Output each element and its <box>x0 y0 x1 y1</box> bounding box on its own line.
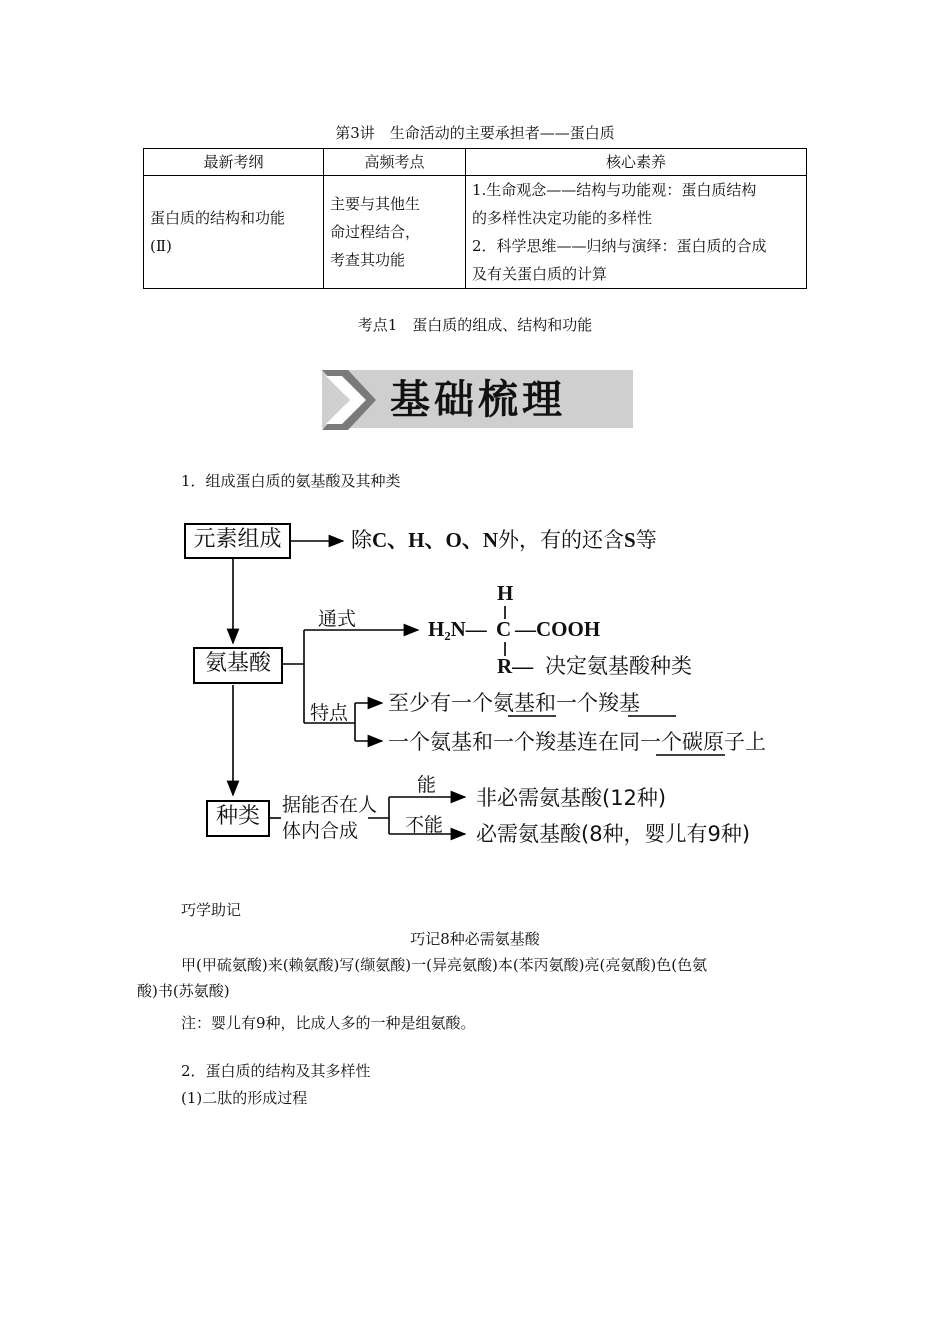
elements-symbols: C、H、O、N <box>372 528 498 552</box>
feature-2-text: 一个氨基和一个羧基连在 <box>388 730 619 754</box>
box-kinds: 种类 <box>206 800 270 837</box>
essential-amino-acids: 必需氨基酸(8种，婴儿有9种) <box>476 822 751 846</box>
table-header-core: 核心素养 <box>466 149 807 176</box>
banner-text: 基础梳理 <box>390 377 566 423</box>
feature-1-amino: 氨基 <box>493 691 535 715</box>
label-features: 特点 <box>310 702 349 724</box>
feature-1-carboxyl: 羧基 <box>598 691 640 715</box>
feature-2-text: 碳原子上 <box>682 730 766 754</box>
label-cannot: 不能 <box>405 814 444 836</box>
formula-note: 决定氨基酸种类 <box>545 654 692 678</box>
table-header-focus: 高频考点 <box>324 149 466 176</box>
memo-note: 注：婴儿有9种，比成人多的一种是组氨酸。 <box>181 1014 476 1032</box>
feature-1-text: 至少有一个 <box>388 691 493 715</box>
elements-suffix: 外，有的还含 <box>498 528 624 552</box>
item1-heading: 1．组成蛋白质的氨基酸及其种类 <box>181 472 401 490</box>
formula-carboxyl: —COOH <box>515 617 601 641</box>
elements-sulfur: S <box>624 528 636 552</box>
item2-sub1: (1)二肽的形成过程 <box>181 1089 308 1107</box>
section-heading: 考点1 蛋白质的组成、结构和功能 <box>357 316 593 334</box>
criterion-line: 体内合成 <box>282 820 359 842</box>
table-header-syllabus: 最新考纲 <box>144 149 324 176</box>
formula-carbon: C <box>496 617 512 641</box>
core-line: 1.生命观念——结构与功能观：蛋白质结构 <box>472 181 757 199</box>
memo-label: 巧学助记 <box>181 901 242 919</box>
feature-2-same: 同一个 <box>619 730 682 754</box>
nonessential-amino-acids: 非必需氨基酸(12种) <box>476 786 667 810</box>
core-line: 的多样性决定功能的多样性 <box>472 209 653 227</box>
item2-heading: 2．蛋白质的结构及其多样性 <box>181 1062 371 1080</box>
elements-prefix: 除 <box>351 528 372 552</box>
core-line: 及有关蛋白质的计算 <box>472 265 608 283</box>
formula-r-group: R— <box>497 654 534 678</box>
formula-h: H <box>497 581 514 605</box>
memo-line: 酸)书(苏氨酸) <box>137 982 230 1000</box>
feature-1 <box>388 690 640 716</box>
feature-2 <box>388 729 766 755</box>
lecture-title: 第3讲 生命活动的主要承担者——蛋白质 <box>335 124 615 142</box>
focus-line: 考查其功能 <box>330 251 406 269</box>
formula-amine: H₂N— <box>428 617 487 641</box>
criterion-line: 据能否在人 <box>282 794 378 816</box>
box-amino-acid: 氨基酸 <box>193 647 283 684</box>
label-formula: 通式 <box>318 608 357 630</box>
memo-line: 甲(甲硫氨酸)来(赖氨酸)写(缬氨酸)一(异亮氨酸)本(苯丙氨酸)亮(亮氨酸)色(色氨 <box>181 956 708 974</box>
focus-line: 命过程结合， <box>330 223 421 241</box>
box-elements: 元素组成 <box>184 523 291 559</box>
elements-end: 等 <box>635 528 657 552</box>
core-line: 2．科学思维——归纳与演绎：蛋白质的合成 <box>472 237 767 255</box>
memo-title: 巧记8种必需氨基酸 <box>410 930 540 948</box>
feature-1-text: 和一个 <box>535 691 598 715</box>
elements-description <box>351 527 657 553</box>
syllabus-line: 蛋白质的结构和功能 <box>150 209 286 227</box>
focus-line: 主要与其他生 <box>330 195 421 213</box>
syllabus-line: (Ⅱ) <box>150 237 172 255</box>
label-can: 能 <box>417 774 437 796</box>
